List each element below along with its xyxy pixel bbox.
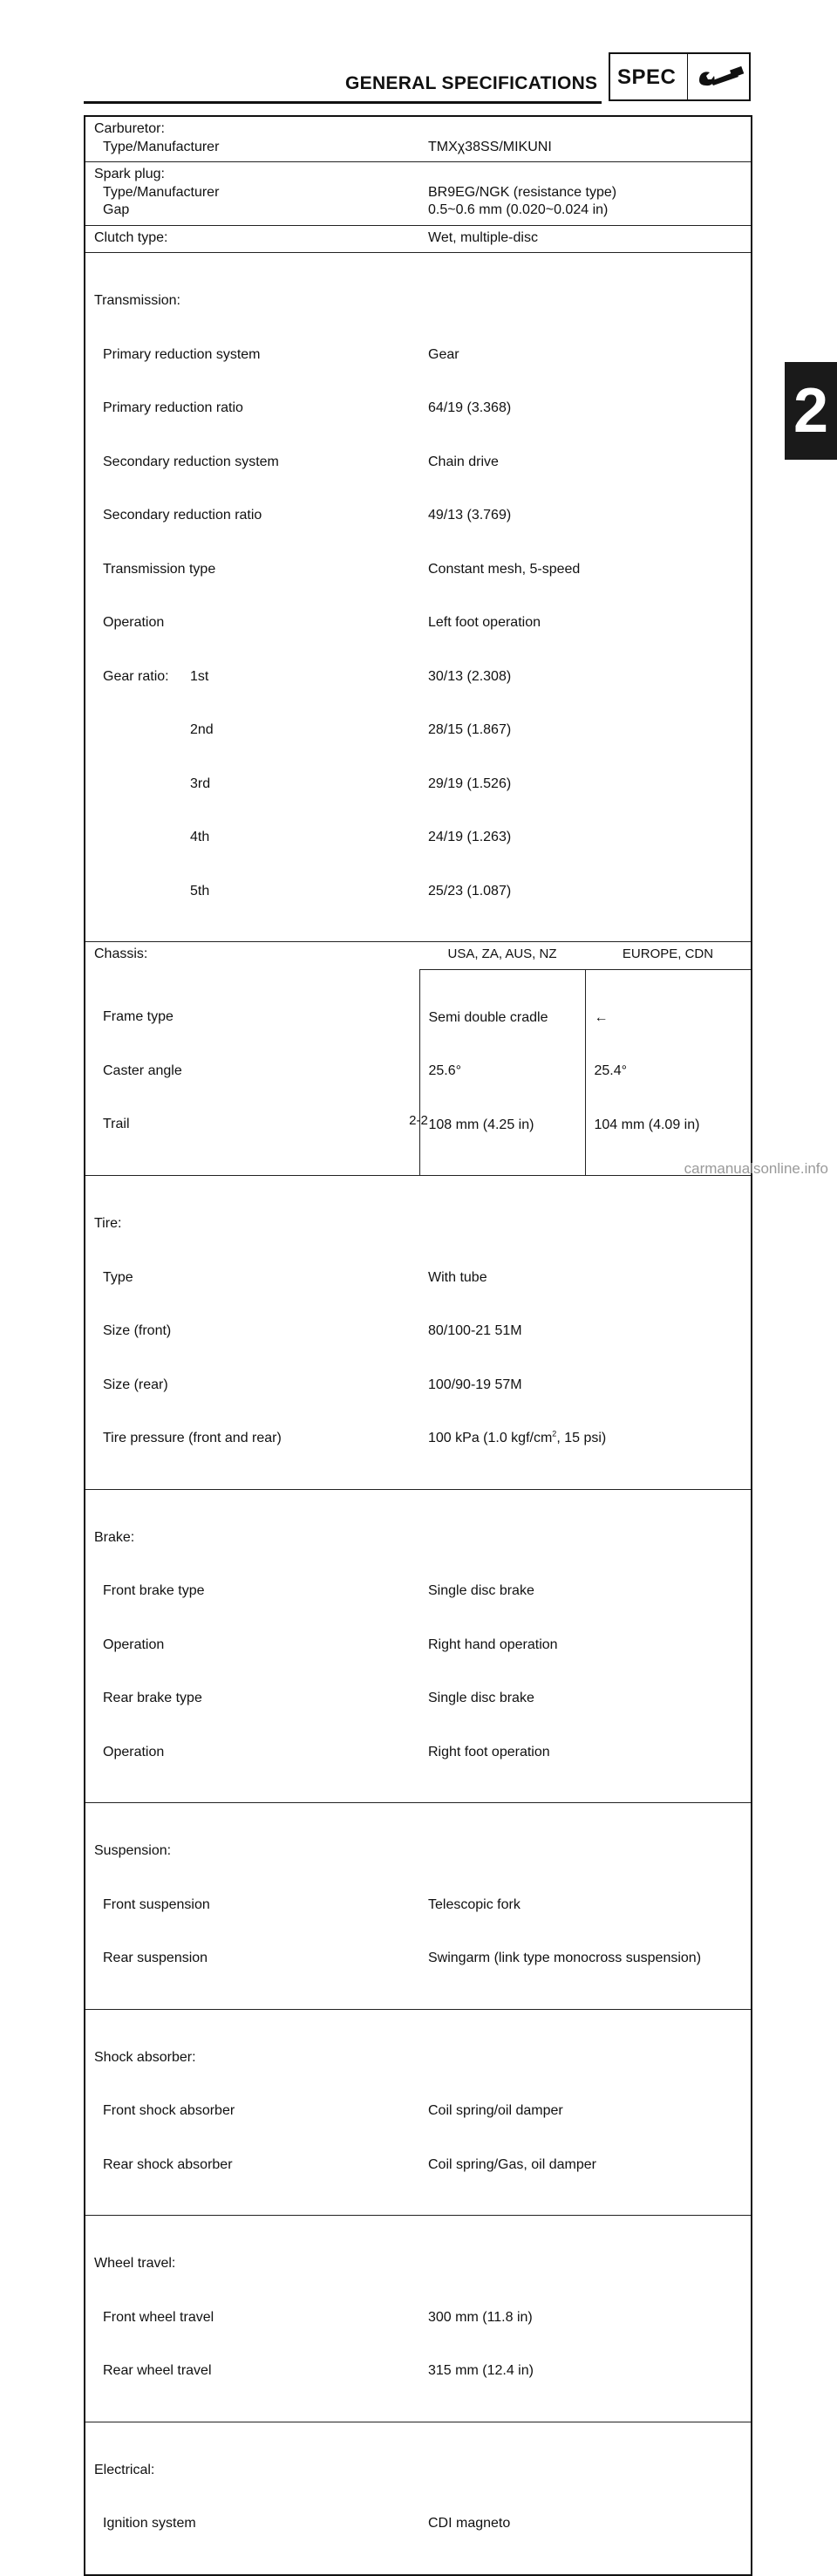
row-suspension: Suspension: Front suspension Rear suspension Telescopic fork Swingarm (link type monocross suspension) bbox=[85, 1803, 752, 2010]
watermark: carmanualsonline.info bbox=[684, 1160, 828, 1177]
spec-badge bbox=[609, 52, 751, 101]
page-number: 2-2 bbox=[409, 1113, 428, 1128]
chapter-tab bbox=[785, 362, 837, 460]
spec-label: SPEC bbox=[617, 65, 677, 89]
row-tire: Tire: Type Size (front) Size (rear) Tire pressure (front and rear) With tube 80/100-21 51M 100/90-19 57M 100 kPa (1.0 kgf/$cm^2$, 15 psi) bbox=[85, 1176, 752, 1490]
chapter-number: 2 bbox=[793, 376, 829, 446]
row-wheel-travel: Wheel travel: Front wheel travel Rear wheel travel 300 mm (11.8 in) 315 mm (12.4 in) bbox=[85, 2216, 752, 2422]
row-chassis: Frame type Caster angle Trail Semi double cradle 25.6° 108 mm (4.25 in) ← 25.4° 104 mm (4.09 in) bbox=[85, 969, 752, 1176]
row-brake: Brake: Front brake type Operation Rear brake type Operation Single disc brake Right hand operation Single disc brake Right foot operation bbox=[85, 1489, 752, 1803]
wrench-icon bbox=[692, 63, 746, 92]
header-rule bbox=[84, 101, 602, 104]
row-spark-plug: Spark plug: Type/Manufacturer Gap BR9EG/NGK (resistance type) 0.5~0.6 mm (0.020~0.024 in) bbox=[85, 162, 752, 226]
row-carburetor: Carburetor: Type/Manufacturer TMXχ38SS/MIKUNI bbox=[85, 116, 752, 162]
row-chassis-header: Chassis: USA, ZA, AUS, NZ EUROPE, CDN bbox=[85, 942, 752, 970]
spec-divider bbox=[687, 54, 688, 99]
row-electrical: Electrical: Ignition system CDI magneto bbox=[85, 2422, 752, 2575]
row-shock-absorber: Shock absorber: Front shock absorber Rear shock absorber Coil spring/oil damper Coil spring/Gas, oil damper bbox=[85, 2009, 752, 2216]
spec-table bbox=[84, 115, 752, 2576]
row-transmission: Transmission: Primary reduction system Primary reduction ratio Secondary reduction system Secondary reduction ratio Transmission type Operation Gear ratio: 1st 2nd 3rd 4th 5th Gear 64/19 (3.368) Chain drive 49/13 (3.769) Constant mesh, 5-speed Left foot operation 30/13 (2.308) 28/15 (1.867) 29/19 (1.526) 24/19 (1.263) 25/23 (1.087) bbox=[85, 253, 752, 942]
chassis-col-europe: EUROPE, CDN bbox=[585, 942, 752, 970]
page-title: GENERAL SPECIFICATIONS bbox=[345, 73, 598, 93]
chassis-col-usa: USA, ZA, AUS, NZ bbox=[419, 942, 585, 970]
row-clutch: Clutch type: Wet, multiple-disc bbox=[85, 225, 752, 253]
